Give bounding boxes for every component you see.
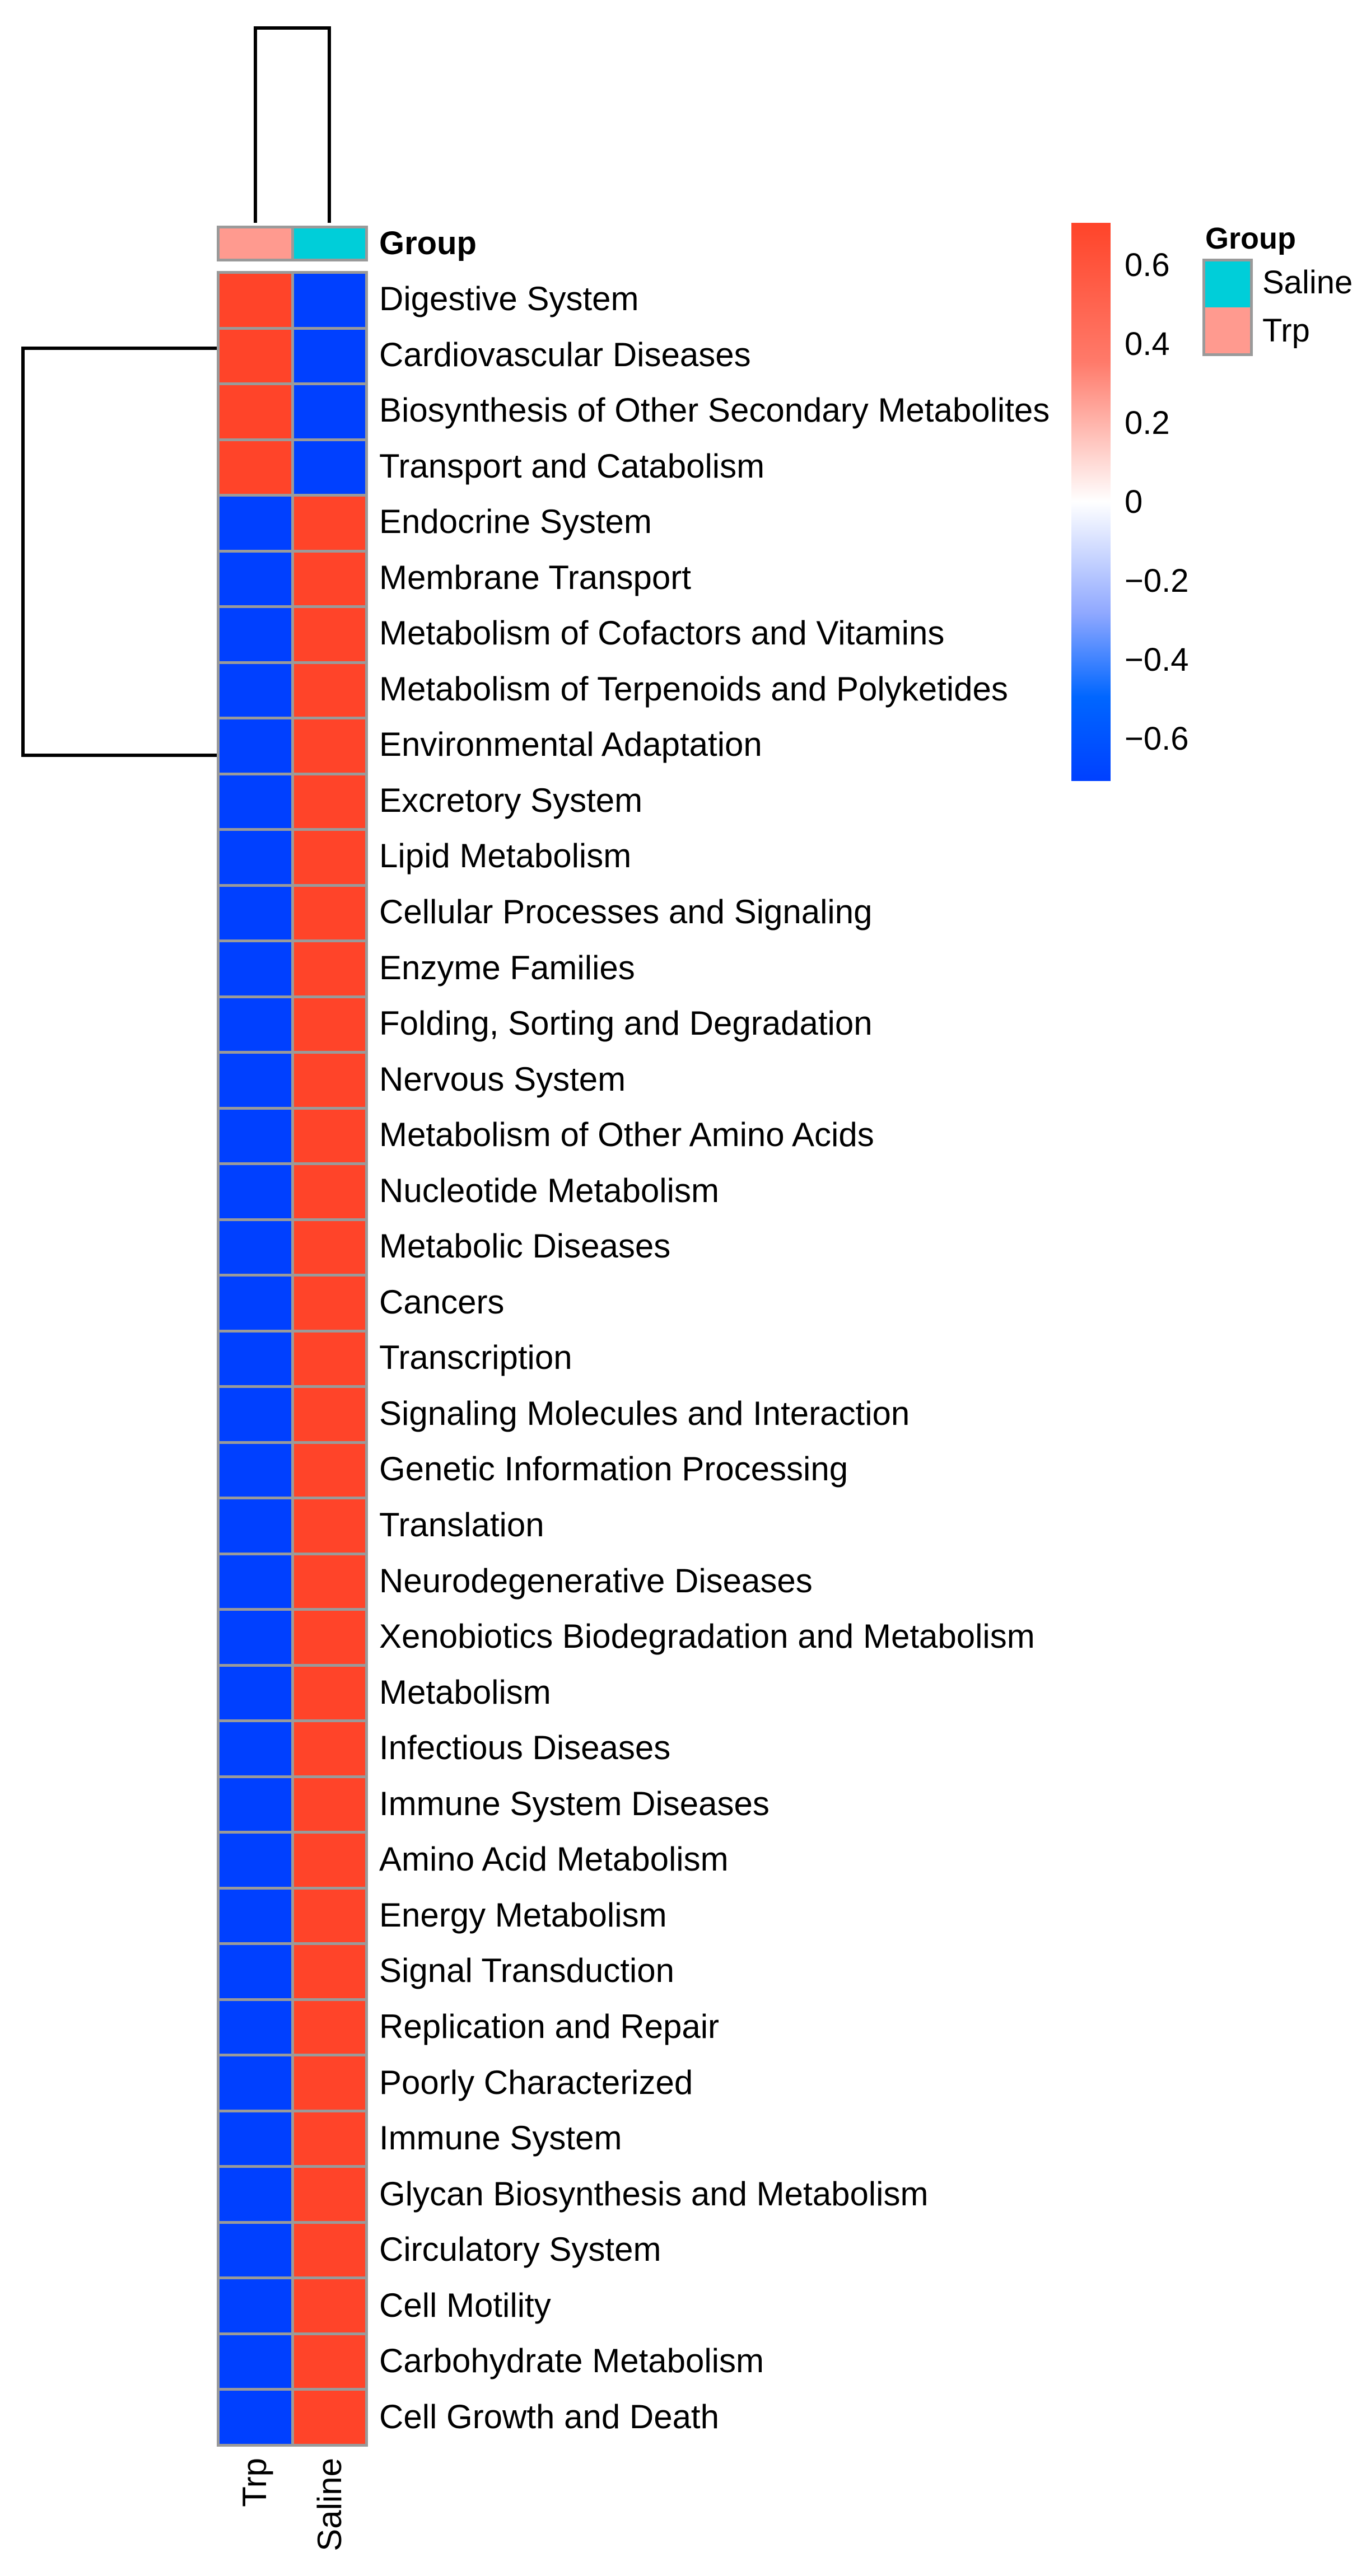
legend-label-saline: Saline: [1262, 264, 1353, 301]
heatmap-grid: [217, 271, 368, 2447]
heatmap-cell: [220, 1890, 291, 1943]
heatmap-cell: [294, 998, 366, 1051]
heatmap-cell: [220, 330, 291, 383]
row-label: Biosynthesis of Other Secondary Metabolites: [379, 391, 1050, 429]
heatmap-cell: [294, 1277, 366, 1330]
heatmap-cell: [220, 1333, 291, 1386]
row-label: Circulatory System: [379, 2231, 661, 2269]
heatmap-cell: [220, 1277, 291, 1330]
row-label: Carbohydrate Metabolism: [379, 2342, 764, 2380]
row-label: Metabolic Diseases: [379, 1227, 671, 1265]
heatmap-cell: [220, 1499, 291, 1553]
heatmap-cell: [220, 608, 291, 661]
heatmap-cell: [220, 553, 291, 606]
row-label: Cellular Processes and Signaling: [379, 893, 873, 931]
heatmap-cell: [220, 664, 291, 717]
colorbar-tick: −0.6: [1125, 721, 1189, 757]
group-annotation-bar: [217, 226, 368, 261]
row-label: Lipid Metabolism: [379, 837, 632, 875]
row-label: Enzyme Families: [379, 948, 635, 987]
heatmap-cell: [294, 1611, 366, 1664]
heatmap-cell: [294, 1945, 366, 1998]
heatmap-cell: [220, 1667, 291, 1720]
heatmap-cell: [294, 1333, 366, 1386]
heatmap-cell: [294, 1555, 366, 1609]
heatmap-cell: [294, 1388, 366, 1441]
heatmap-cell: [294, 1221, 366, 1274]
heatmap-cell: [220, 998, 291, 1051]
heatmap-cell: [294, 2168, 366, 2221]
row-label: Digestive System: [379, 280, 639, 317]
row-label: Translation: [379, 1506, 544, 1544]
row-label: Signaling Molecules and Interaction: [379, 1394, 910, 1432]
heatmap-cell: [220, 1165, 291, 1218]
row-label: Neurodegenerative Diseases: [379, 1562, 813, 1600]
column-label-trp: Trp: [236, 2458, 273, 2507]
row-label: Metabolism of Terpenoids and Polyketides: [379, 670, 1008, 708]
heatmap-cell: [294, 664, 366, 717]
heatmap-cell: [294, 2335, 366, 2388]
row-label: Environmental Adaptation: [379, 726, 762, 764]
heatmap-cell: [220, 2335, 291, 2388]
heatmap-cell: [294, 274, 366, 327]
heatmap-cell: [294, 942, 366, 995]
colorbar-tick: −0.4: [1125, 642, 1189, 678]
heatmap-cell: [220, 1221, 291, 1274]
row-label: Energy Metabolism: [379, 1896, 667, 1934]
heatmap-cell: [220, 274, 291, 327]
heatmap-cell: [294, 719, 366, 773]
colorbar-tick: 0.4: [1125, 326, 1170, 362]
row-label: Excretory System: [379, 781, 643, 819]
heatmap-cell: [294, 887, 366, 940]
row-label: Cell Growth and Death: [379, 2397, 719, 2435]
heatmap-cell: [220, 2001, 291, 2054]
row-label: Signal Transduction: [379, 1952, 674, 1990]
heatmap-cell: [294, 385, 366, 438]
heatmap-cell: [294, 497, 366, 550]
heatmap-cell: [294, 1499, 366, 1553]
row-label: Cancers: [379, 1283, 505, 1321]
heatmap-cell: [294, 2279, 366, 2332]
legend-swatch-saline: [1205, 261, 1250, 307]
heatmap-cell: [220, 887, 291, 940]
legend-label-trp: Trp: [1262, 312, 1310, 349]
heatmap-cell: [220, 1110, 291, 1163]
heatmap-cell: [294, 1165, 366, 1218]
row-label: Transcription: [379, 1339, 572, 1377]
heatmap-cell: [294, 1110, 366, 1163]
heatmap-cell: [294, 2224, 366, 2277]
heatmap-cell: [294, 2001, 366, 2054]
row-label: Membrane Transport: [379, 558, 691, 596]
heatmap-cell: [220, 1444, 291, 1497]
heatmap-cell: [220, 385, 291, 438]
heatmap-cell: [294, 441, 366, 494]
heatmap-cell: [220, 1611, 291, 1664]
row-labels: [379, 271, 1050, 2444]
heatmap-cell: [294, 1778, 366, 1831]
heatmap-cell: [220, 2224, 291, 2277]
legend-title: Group: [1205, 222, 1296, 255]
row-label: Metabolism: [379, 1673, 551, 1711]
heatmap-cell: [220, 1945, 291, 1998]
heatmap-cell: [220, 1834, 291, 1887]
heatmap-cell: [220, 1555, 291, 1609]
heatmap-cell: [220, 1722, 291, 1775]
heatmap-cell: [294, 1667, 366, 1720]
annotation-label: Group: [379, 225, 477, 261]
heatmap-cell: [220, 2056, 291, 2110]
heatmap-cell: [294, 1722, 366, 1775]
row-label: Nucleotide Metabolism: [379, 1171, 719, 1209]
row-label: Xenobiotics Biodegradation and Metabolism: [379, 1617, 1035, 1656]
row-label: Endocrine System: [379, 503, 652, 541]
row-label: Nervous System: [379, 1060, 626, 1098]
heatmap-cell: [220, 497, 291, 550]
row-label: Metabolism of Cofactors and Vitamins: [379, 614, 945, 652]
annotation-cell-trp: [220, 228, 291, 259]
heatmap-cell: [294, 553, 366, 606]
heatmap-cell: [220, 775, 291, 829]
heatmap-cell: [294, 2056, 366, 2110]
heatmap-cell: [220, 2391, 291, 2444]
heatmap-cell: [294, 2391, 366, 2444]
heatmap-cell: [294, 1890, 366, 1943]
heatmap-cell: [220, 1778, 291, 1831]
row-label: Transport and Catabolism: [379, 447, 765, 485]
heatmap-cell: [220, 942, 291, 995]
row-label: Genetic Information Processing: [379, 1450, 848, 1488]
heatmap-cell: [294, 1444, 366, 1497]
row-label: Metabolism of Other Amino Acids: [379, 1116, 874, 1154]
heatmap-cell: [294, 1054, 366, 1107]
row-label: Immune System Diseases: [379, 1784, 770, 1822]
annotation-cell-saline: [294, 228, 366, 259]
row-label: Amino Acid Metabolism: [379, 1840, 729, 1878]
heatmap-cell: [220, 719, 291, 773]
row-label: Infectious Diseases: [379, 1729, 671, 1767]
column-label-saline: Saline: [311, 2458, 348, 2551]
heatmap-cell: [294, 330, 366, 383]
row-label: Glycan Biosynthesis and Metabolism: [379, 2175, 929, 2213]
row-label: Immune System: [379, 2119, 622, 2157]
heatmap-cell: [220, 2112, 291, 2166]
heatmap-cell: [220, 1054, 291, 1107]
heatmap-cell: [294, 608, 366, 661]
colorbar-tick: 0.2: [1125, 405, 1170, 441]
row-label: Cardiovascular Diseases: [379, 335, 751, 373]
colorbar-tick: −0.2: [1125, 563, 1189, 599]
heatmap-cell: [294, 2112, 366, 2166]
colorbar-tick: 0: [1125, 484, 1143, 520]
row-label: Poorly Characterized: [379, 2063, 693, 2101]
heatmap-cell: [220, 831, 291, 884]
heatmap-cell: [294, 1834, 366, 1887]
heatmap-cell: [220, 2168, 291, 2221]
colorbar-tick: 0.6: [1125, 247, 1170, 283]
heatmap-cell: [220, 1388, 291, 1441]
row-label: Replication and Repair: [379, 2007, 720, 2045]
heatmap-cell: [294, 831, 366, 884]
heatmap-cell: [220, 2279, 291, 2332]
legend-swatches: [1202, 259, 1253, 356]
heatmap-cell: [220, 441, 291, 494]
row-label: Folding, Sorting and Degradation: [379, 1004, 873, 1042]
colorbar: [1071, 223, 1111, 781]
legend-swatch-trp: [1205, 307, 1250, 353]
row-label: Cell Motility: [379, 2286, 551, 2324]
heatmap-cell: [294, 775, 366, 829]
